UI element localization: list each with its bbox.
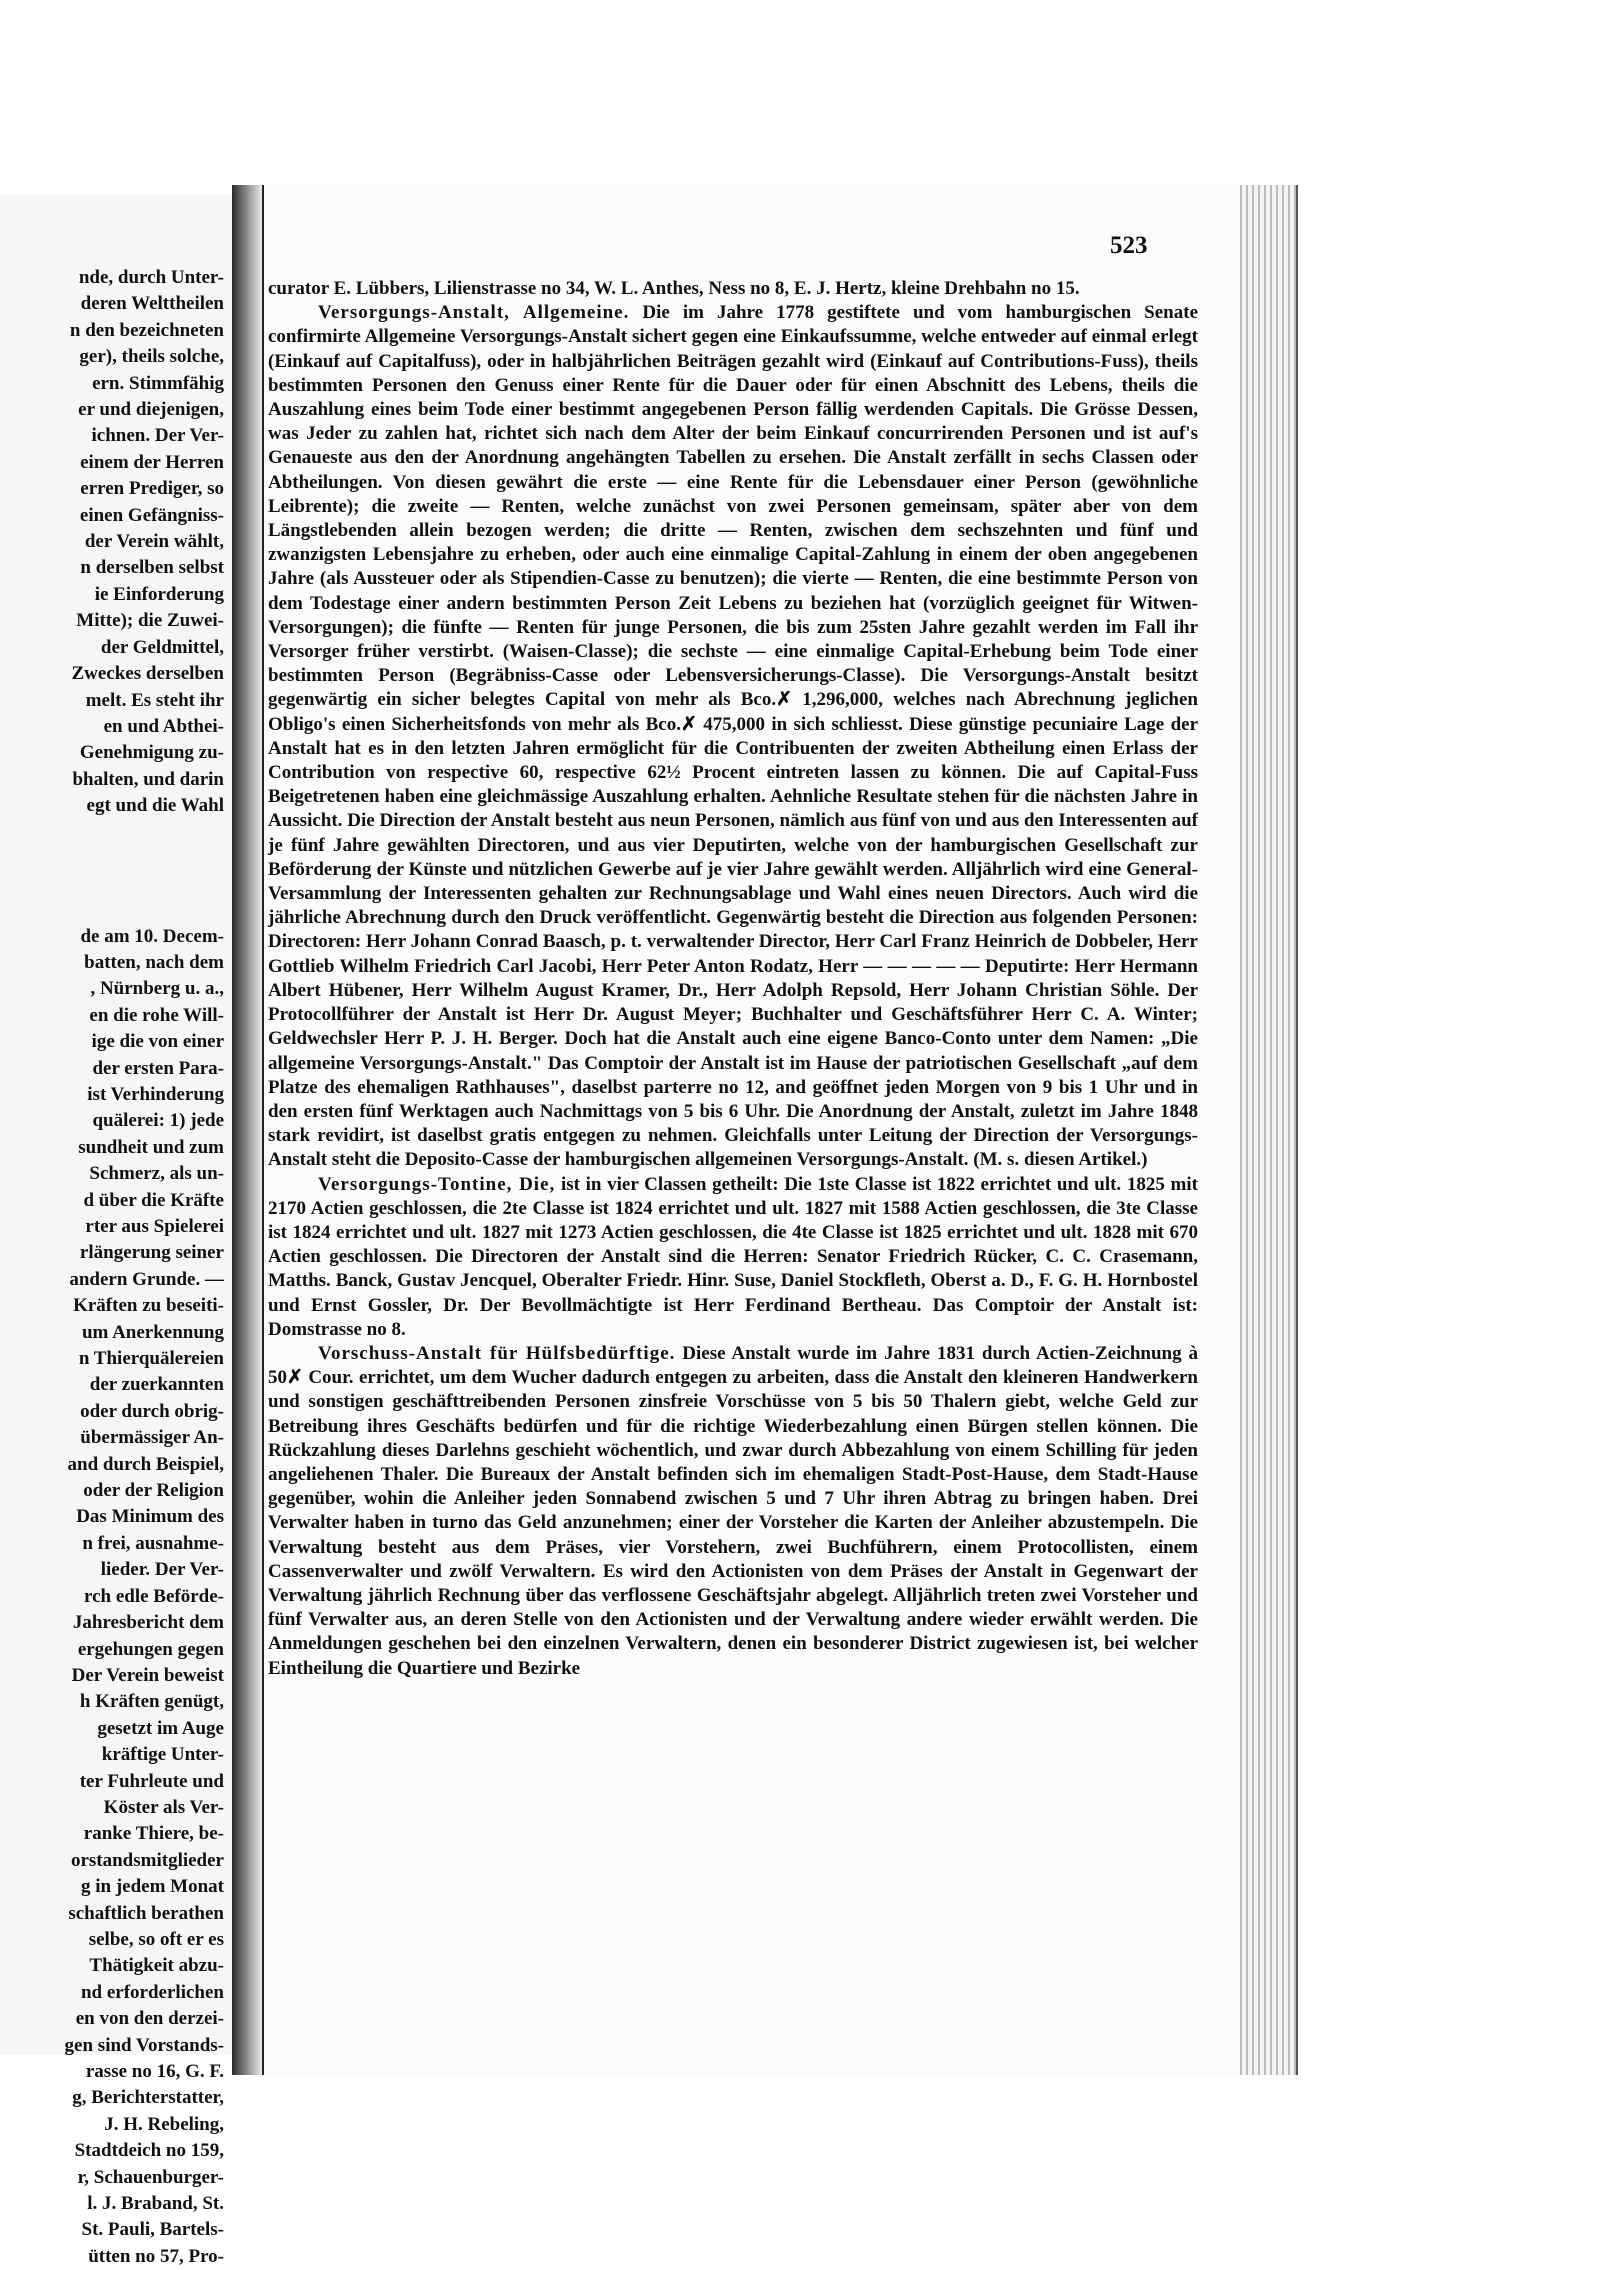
left-column-line: Thätigkeit abzu- — [89, 1955, 224, 1977]
left-column-line: ige die von einer — [91, 1031, 224, 1053]
left-column-line: Das Minimum des — [76, 1506, 224, 1528]
main-text-column — [268, 277, 1198, 1681]
entry-body: Die im Jahre 1778 gestiftete und vom hamburgischen Senate confirmirte Allgemeine Versorgungs-Anstalt sichert gegen eine Einkaufssumme, welche entweder auf einmal erlegt (Einkauf auf Capitalfuss), oder in halbjährlichen Beiträgen gezahlt wird (Einkauf auf Contributions-Fuss), theils bestimmten Personen den Genuss einer Rente für die Dauer oder für einen Abschnitt des Lebens, theils die Auszahlung eines beim Tode einer bestimmt angegebenen Person fällig werdenden Capitals. Die Grösse Dessen, was Jeder zu zahlen hat, richtet sich nach dem Alter der beim Einkauf concurrirenden Personen und ist auf's Genaueste aus den der Anordnung angehängten Tabellen zu ersehen. Die Anstalt zerfällt in sechs Classen oder Abtheilungen. Von diesen gewährt die erste — eine Rente für die Lebensdauer einer Person (gewöhnliche Leibrente); die zweite — Renten, welche zunächst von zwei Personen gemeinsam, später aber von dem Längstlebenden allein bezogen werden; die dritte — Renten, zwischen dem sechszehnten und fünf und zwanzigsten Lebensjahre zu erheben, oder auch eine einmalige Capital-Zahlung in einem der oben angegebenen Jahre (als Aussteuer oder als Stipendien-Casse zu benutzen); die vierte — Renten, die eine bestimmte Person von dem Todestage einer andern bestimmten Person Zeit Lebens zu beziehen hat (vorzüglich geeignet für Witwen-Versorgungen); die fünfte — Renten für junge Personen, die bis zum 25sten Jahre gezahlt werden im Fall ihr Versorger früher verstirbt. (Waisen-Classe); die sechste — eine einmalige Capital-Erhebung beim Tode einer bestimmten Person (Begräbniss-Casse oder Lebensversicherungs-Classe). Die Versorgungs-Anstalt besitzt gegenwärtig ein sicher belegtes Capital von mehr als Bco.✗ 1,296,000, welches nach Abrechnung jeglichen Obligo's einen Sicherheitsfonds von mehr als Bco.✗ 475,000 in sich schliesst. Diese günstige pecuniaire Lage der Anstalt hat es in den letzten Jahren ermöglicht für die Contribuenten der zweiten Abtheilung einen Erlass der Contribution von respective 60, respective 62½ Procent eintreten lassen zu können. Die auf Capital-Fuss Beigetretenen haben eine gleichmässige Auszahlung erhalten. Aehnliche Resultate stehen für die nächsten Jahre in Aussicht. Die Direction der Anstalt besteht aus neun Personen, nämlich aus fünf von und aus den Interessenten auf je fünf Jahre gewählten Directoren, und aus vier Deputirten, welche von der hamburgischen Gesellschaft zur Beförderung der Künste und nützlichen Gewerbe auf je vier Jahre gewählt werden. Alljährlich wird eine General-Versammlung der Interessenten gehalten zur Rechnungsablage und Wahl eines neuen Directors. Auch wird die jährliche Abrechnung durch den Druck veröffentlicht. Gegenwärtig besteht die Direction aus folgenden Personen: Directoren: Herr Johann Conrad Baasch, p. t. verwaltender Director, Herr Carl Franz Heinrich de Dobbeler, Herr Gottlieb Wilhelm Friedrich Carl Jacobi, Herr Peter Anton Rodatz, Herr — — — — — Deputirte: Herr Hermann Albert Hübener, Herr Wilhelm August Kramer, Dr., Herr Adolph Repsold, Herr Johann Christian Söhle. Der Protocollführer der Anstalt ist Herr Dr. August Meyer; Buchhalter und Geschäftsführer Herr C. A. Winter; Geldwechsler Herr P. J. H. Berger. Doch hat die Anstalt auch eine eigene Banco-Conto unter dem Namen: „Die allgemeine Versorgungs-Anstalt." Das Comptoir der Anstalt ist im Hause der patriotischen Gesellschaft „auf dem Platze des ehemaligen Rathhauses", daselbst parterre no 12, and geöffnet jeden Morgen von 9 bis 1 Uhr und in den ersten fünf Werktagen auch Nachmittags von 5 bis 6 Uhr. Die Anordnung der Anstalt, zuletzt im Jahre 1848 stark revidirt, ist daselbst gratis entgegen zu nehmen. Gleichfalls unter Leitung der Direction der Versorgungs-Anstalt steht die Deposito-Casse der hamburgischen allgemeinen Versorgungs-Anstalt. (M. s. diesen Artikel.) — [268, 302, 1199, 1171]
left-column-line: oder der Religion — [83, 1480, 224, 1502]
entry-heading: Versorgungs-Anstalt, Allgemeine. — [318, 302, 630, 324]
left-column-line: oder durch obrig- — [80, 1400, 224, 1422]
left-column-line: schaftlich berathen — [68, 1902, 224, 1924]
left-column-line: rter aus Spielerei — [85, 1216, 224, 1237]
left-column-line: bhalten, und darin — [72, 768, 224, 790]
left-column-line: d über die Kräfte — [83, 1189, 224, 1211]
left-column-line: l. J. Braband, St. — [87, 2193, 224, 2215]
left-column-line: Genehmigung zu- — [79, 742, 224, 764]
left-column-line: ie Einforderung — [94, 583, 224, 605]
entry-versorgungs-tontine — [268, 1173, 1198, 1342]
left-column-block-a — [0, 265, 224, 820]
paragraph-continuation — [268, 277, 1198, 301]
left-column-line: Kräften zu beseiti- — [73, 1295, 224, 1317]
left-column-line: J. H. Rebeling, — [104, 2113, 224, 2135]
left-column-line: andern Grunde. — — [69, 1268, 224, 1290]
left-column-block-b — [0, 924, 224, 2270]
left-column-line: sundheit und zum — [78, 1136, 224, 1158]
left-column-line: deren Welttheilen — [80, 293, 224, 315]
left-column-line: en von den derzei- — [75, 2008, 224, 2030]
left-column-line: ger), theils solche, — [79, 346, 224, 368]
left-column-line: einen Gefängniss- — [79, 504, 224, 526]
left-column-line: orstandsmitglieder — [70, 1849, 224, 1871]
left-column-line: selbe, so oft er es — [88, 1928, 224, 1950]
left-column-line: de am 10. Decem- — [80, 925, 224, 947]
page-number: 523 — [1110, 232, 1148, 259]
left-column-line: g in jedem Monat — [80, 1876, 224, 1898]
entry-versorgungs-anstalt — [268, 301, 1198, 1172]
left-column-line: quälerei: 1) jede — [92, 1110, 224, 1132]
left-column-line: lieder. Der Ver- — [100, 1559, 224, 1581]
entry-heading: Versorgungs-Tontine, Die, — [318, 1173, 556, 1195]
entry-body: ist in vier Classen getheilt: Die 1ste Classe ist 1822 errichtet und ult. 1825 mit 2170 Actien geschlossen, die 2te Classe ist 1824 errichtet und ult. 1827 mit 1588 Actien geschlossen, die 3te Classe ist 1824 errichtet und ult. 1827 mit 1273 Actien geschlossen, die 4te Classe ist 1825 errichtet und ult. 1828 mit 670 Actien geschlossen. Die Directoren der Anstalt sind die Herren: Senator Friedrich Rücker, C. C. Crasemann, Matths. Banck, Gustav Jencquel, Oberalter Friedr. Hinr. Suse, Daniel Stockfleth, Oberst a. D., F. G. H. Hornbostel und Ernst Gossler, Dr. Der Bevollmächtigte ist Herr Ferdinand Bertheau. Das Comptoir der Anstalt ist: Domstrasse no 8. — [268, 1173, 1198, 1340]
left-column-line: en und Abthei- — [103, 715, 224, 737]
paragraph-body: curator E. Lübbers, Lilienstrasse no 34, W. L. Anthes, Ness no 8, E. J. Hertz, kleine Drehbahn no 15. — [268, 278, 1080, 299]
left-column-line: St. Pauli, Bartels- — [81, 2219, 224, 2241]
left-column-line: Der Verein beweist — [71, 1664, 224, 1686]
left-column-line: n den bezeichneten — [69, 319, 224, 341]
entry-heading: Vorschuss-Anstalt für Hülfsbedürftige. — [318, 1342, 676, 1364]
left-column-line: r, Schauenburger- — [77, 2166, 224, 2188]
book-gutter — [232, 185, 262, 2075]
left-column-line: gen sind Vorstands- — [64, 2034, 224, 2056]
entry-vorschuss-anstalt — [268, 1342, 1198, 1681]
left-column-line: , Nürnberg u. a., — [90, 978, 224, 1000]
left-column-line: er und diejenigen, — [78, 399, 224, 421]
left-column-line: egt und die Wahl — [86, 795, 224, 817]
left-column-line: ern. Stimmfähig — [92, 372, 224, 394]
entry-body: Diese Anstalt wurde im Jahre 1831 durch Actien-Zeichnung à 50✗ Cour. errichtet, um dem Wucher dadurch entgegen zu arbeiten, dass die Anstalt den kleineren Handwerkern und sonstigen geschäfttreibenden Personen zinsfreie Vorschüsse von 5 bis 50 Thalern giebt, welche Geld zur Betreibung ihres Geschäfts bedürfen und für die richtige Wiederbezahlung einen Bürgen stellen können. Die Rückzahlung dieses Darlehns geschieht wöchentlich, und zwar durch Abbezahlung von einem Schilling für jeden angeliehenen Thaler. Die Bureaux der Anstalt befinden sich im ehemaligen Stadt-Post-Hause, dem Stadt-Hause gegenüber, wohin die Anleiher jeden Sonnabend zwischen 5 und 7 Uhr ihren Abtrag zu bringen haben. Drei Verwalter haben in turno das Geld anzunehmen; einer der Vorsteher die Karten der Anleiher abzustempeln. Die Verwaltung besteht aus dem Präses, vier Vorstehern, zwei Buchführern, einem Protocollisten, einem Cassenverwalter und zwölf Verwaltern. Es wird den Actionisten von dem Präses der Anstalt in Gegenwart der Verwaltung jährlich Rechnung über das verflossene Geschäftsjahr abgelegt. Alljährlich treten zwei Vorsteher und fünf Verwalter aus, an deren Stelle von den Actionisten und der Verwaltung andere wieder erwählt werden. Die Anmeldungen geschehen bei den einzelnen Verwaltern, denen ein besonderer District zugewiesen ist, bei welcher Eintheilung die Quartiere und Bezirke — [268, 1342, 1199, 1679]
left-column-line: Stadtdeich no 159, — [74, 2140, 224, 2162]
left-column-line: and durch Beispiel, — [67, 1453, 224, 1475]
left-column-line: Schmerz, als un- — [89, 1163, 224, 1185]
left-column-line: melt. Es steht ihr — [85, 689, 224, 711]
left-column — [0, 265, 224, 2270]
left-column-line: Jahresbericht dem — [72, 1612, 224, 1634]
left-column-line: erren Prediger, so — [80, 478, 224, 500]
left-column-line: n frei, ausnahme- — [82, 1532, 224, 1554]
left-column-line: nde, durch Unter- — [78, 267, 224, 288]
left-column-line: nd erforderlichen — [80, 1981, 224, 2003]
left-page — [0, 195, 235, 2267]
left-column-line: ütten no 57, Pro- — [88, 2245, 224, 2267]
left-column-line: ergehungen gegen — [77, 1638, 224, 1660]
left-column-line: ichnen. Der Ver- — [91, 425, 224, 447]
left-column-line: h Kräften genügt, — [79, 1691, 224, 1713]
left-column-line: rch edle Beförde- — [84, 1585, 224, 1607]
left-column-line: übermässiger An- — [80, 1427, 224, 1449]
left-column-line: der zuerkannten — [89, 1374, 224, 1396]
left-column-line: ranke Thiere, be- — [83, 1823, 224, 1845]
left-column-line: der Geldmittel, — [100, 636, 224, 658]
left-column-line: en die rohe Will- — [89, 1004, 224, 1026]
left-column-line: rlängerung seiner — [79, 1242, 224, 1264]
left-column-line: um Anerkennung — [81, 1321, 224, 1343]
left-column-line: n Thierquälereien — [78, 1348, 224, 1370]
page-edges — [1240, 185, 1298, 2075]
left-column-line: g, Berichterstatter, — [72, 2087, 224, 2109]
left-column-line: Mitte); die Zuwei- — [76, 610, 224, 632]
left-column-line: kräftige Unter- — [101, 1744, 224, 1766]
left-column-line: Zweckes derselben — [71, 663, 224, 685]
left-column-line: ist Verhinderung — [87, 1083, 224, 1105]
left-column-line: der ersten Para- — [92, 1057, 224, 1079]
left-column-line: n derselben selbst — [80, 557, 224, 579]
left-column-line: der Verein wählt, — [84, 531, 224, 553]
left-column-line: einem der Herren — [80, 451, 224, 473]
left-column-line: ter Fuhrleute und — [79, 1770, 224, 1792]
left-column-line: batten, nach dem — [84, 951, 224, 973]
left-column-line: rasse no 16, G. F. — [85, 2061, 224, 2082]
left-column-line: Köster als Ver- — [103, 1796, 224, 1818]
left-column-line: gesetzt im Auge — [97, 1717, 224, 1739]
